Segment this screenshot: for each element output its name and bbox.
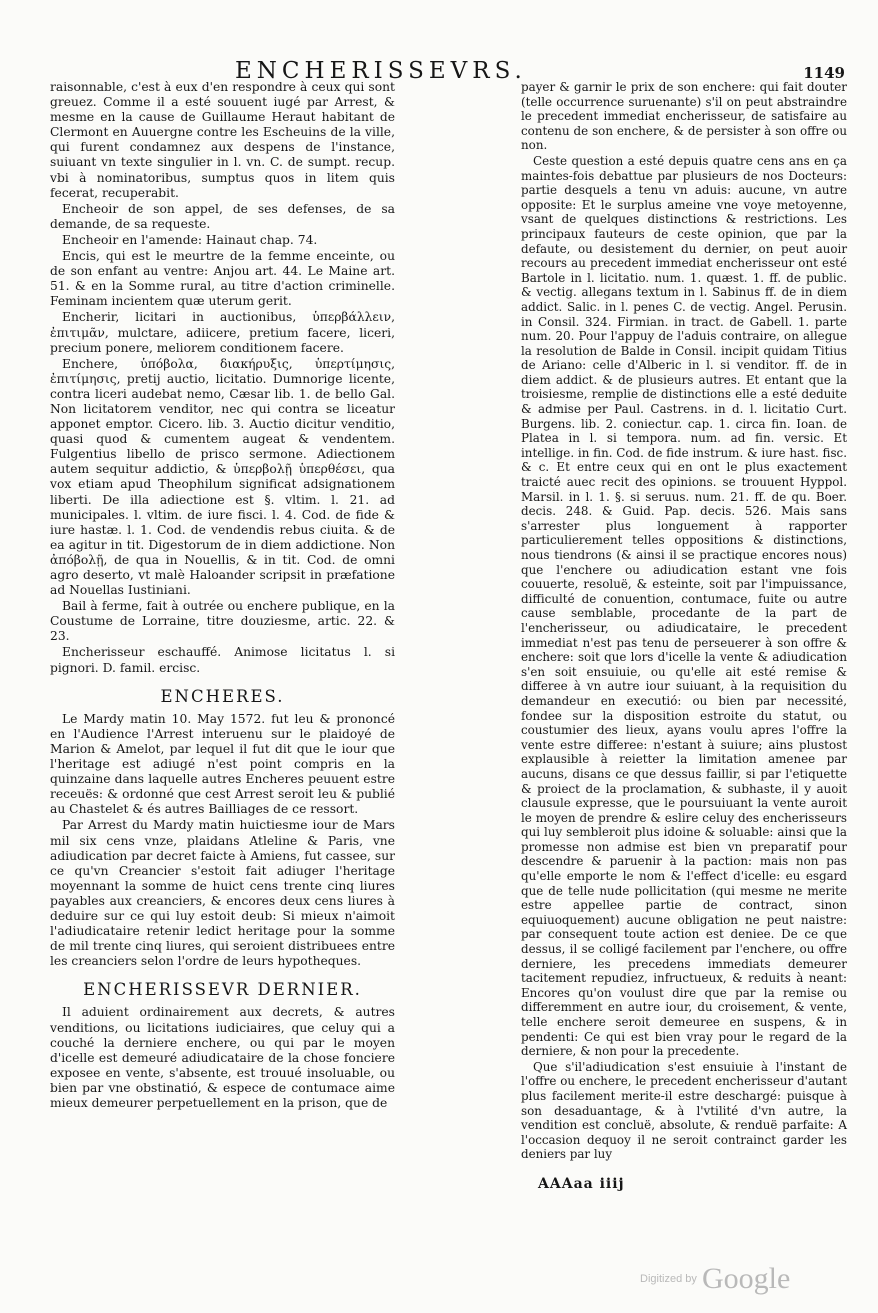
encheres-paragraph-2: Par Arrest du Mardy matin huictiesme iour de Mars mil six cens vnze, plaidans Atleline & Paris, vne adiudication par decret faicte à Amiens, fut cassee, sur ce qu'vn Creancier s'estoit fait adiuger l'heritage moyennant la somme de huict cens trente cinq liures payables aux creanciers, & encores deux cens liures à deduire sur ce qui luy estoit deub: Si mieux n'aimoit l'adiudicataire retenir ledict heritage pour la somme de mil trente cinq liures, qui seroient distribuees entre les creanciers selon l'ordre de leurs hypotheques. xyxy=(50,818,395,969)
paragraph: raisonnable, c'est à eux d'en respondre à ceux qui sont greuez. Comme il a esté souuent iugé par Arrest, & mesme en la cause de Guillaume Heraut habitant de Clermont en Auuergne contre les Escheuins de la ville, qui furent condamnez aux despens de l'instance, suiuant vn texte singulier in l. vn. C. de sumpt. recup. vbi à nominatoribus, sumptus quos in litem quis fecerat, recuperabit. xyxy=(50,80,395,200)
entry-encheoir-amende: Encheoir en l'amende: Hainaut chap. 74. xyxy=(62,232,318,247)
paragraph: payer & garnir le prix de son enchere: qui fait douter (telle occurrence suruenante) s'il on peut abstraindre le precedent immediat encherisseur, de satisfaire au contenu de son enchere, & de persister à son offre ou non. xyxy=(521,80,847,153)
entry-encherisseur-eschauffe: Encherisseur eschauffé. Animose licitatus l. si pignori. D. famil. ercisc. xyxy=(50,645,395,675)
entry-encherir: Encherir, licitari in auctionibus, ὑπερβάλλειν, ἐπιτιμᾶν, mulctare, adiicere, pretium facere, liceri, precium ponere, meliorem conditionem facere. xyxy=(50,310,395,355)
section-heading-encherisseur-dernier: ENCHERISSEVR DERNIER. xyxy=(83,980,362,1000)
watermark-prefix: Digitized by xyxy=(640,1273,697,1285)
entry-bail-a-ferme: Bail à ferme, fait à outrée ou enchere publique, en la Coustume de Lorraine, titre douziesme, artic. 22. & 23. xyxy=(50,599,395,644)
paragraph: Ceste question a esté depuis quatre cens ans en ça maintes-fois debattue par plusieurs de nos Docteurs: partie desquels a tenu vn aduis: aucune, vn autre opposite: Et le surplus ameine vne voye metoyenne, vsant de quelques distinctions & restrictions. Les principaux fauteurs de ceste opinion, que par la defaute, ou desistement du dernier, on peut auoir recours au precedent immediat encherisseur ont esté Bartole in l. licitatio. num. 1. quæst. 1. ff. de public. & vectig. allegans textum in l. Sabinus ff. de in diem addict. Salic. in l. penes C. de vectig. Angel. Perusin. in Consil. 324. Firmian. in tract. de Gabell. 1. parte num. 20. Pour l'appuy de l'aduis contraire, on allegue la resolution de Balde in Consil. incipit quidam Titius de Ariano: celle d'Alberic in l. si venditor. ff. de in diem addict. & de plusieurs autres. Et entant que la troisiesme, remplie de distinctions elle a esté deduite & admise per Paul. Castrens. in d. l. licitatio Curt. Burgens. lib. 2. coniectur. cap. 1. circa fin. Ioan. de Platea in l. si tempora. num. ad fin. versic. Et intellige. in fin. Cod. de fide instrum. & iure hast. fisc. & c. Et entre ceux qui en ont le plus exactement traicté auec recit des opinions. se trouuent Hyppol. Marsil. in l. 1. §. si seruus. num. 21. ff. de qu. Boer. decis. 248. & Guid. Pap. decis. 526. Mais sans s'arrester plus longuement à rapporter particulierement telles oppositions & distinctions, nous tiendrons (& ainsi il se practique encores nous) que l'enchere ou adiudication estant vne fois couuerte, resoluë, & esteinte, soit par l'impuissance, difficulté de conuention, contumace, fuite ou autre cause semblable, procedante de la part de l'encherisseur, ou adiudicataire, le precedent immediat n'est pas tenu de perseuerer à son offre & enchere: soit que lors d'icelle la vente & adiudication s'en soit ensuiuie, ou qu'elle ait esté remise & differee à vn autre iour suiuant, à la requisition du demandeur en executió: ou bien par necessité, fondee sur la disposition estroite du statut, ou coustumier des lieux, ayans voulu apres l'offre la vente estre differee: n'estant à suiure; ains plustost explausible à reietter la limitation amenee par aucuns, disans ce que dessus faillir, si par l'etiquette & proiect de la proclamation, & subhaste, il y auoit clausule expresse, que le poursuiuant la vente auroit le moyen de prendre & eslire celuy des encherisseurs qui luy sembleroit plus idoine & soluable: ainsi que la promesse non admise est bien vn preparatif pour descendre & paruenir à la paction: mais non pas qu'elle emporte le nom & l'effect d'icelle: eu esgard que de telle nude pollicitation (qui mesme ne merite estre appellee partie de contract, sinon equiuoquement) aucune obligation ne peut naistre: par consequent toute action est deniee. De ce que dessus, il se colligé facilement par l'enchere, ou offre derniere, les precedens immediats demeurer tacitement repudiez, infructueux, & reduits à neant: Encores qu'on voulust dire que par la remise ou differemment en autre iour, du croisement, & vente, telle enchere seroit demeuree en suspens, & in pendenti: Ce qui est bien vray pour le regard de la derniere, & non pour la precedente. xyxy=(521,153,847,1059)
entry-encheoir-appel: Encheoir de son appel, de ses defenses, de sa demande, de sa requeste. xyxy=(50,201,395,231)
encherisseur-dernier-paragraph: Il aduient ordinairement aux decrets, & autres venditions, ou licitations iudiciaires, que celuy qui a couché la derniere enchere, ou qui par le moyen d'icelle est demeuré adiudicataire de la chose fonciere exposee en vente, s'absente, est trouué insoluable, ou bien par vne obstinatió, & espece de contumace aime mieux demeurer perpetuellement en la prison, que de xyxy=(50,1005,395,1110)
entry-encis: Encis, qui est le meurtre de la femme enceinte, ou de son enfant au ventre: Anjou art. 44. Le Maine art. 51. & en la Somme rural, au titre d'action criminelle. Feminam incientem quæ uterum gerit. xyxy=(50,249,395,309)
section-heading-encheres: ENCHERES. xyxy=(160,686,285,706)
encheres-paragraph-1: Le Mardy matin 10. May 1572. fut leu & prononcé en l'Audience l'Arrest interuenu sur le plaidoyé de Marion & Amelot, par lequel il fut dit que le iour que l'heritage est adiugé n'est point compris en la quinzaine dans laquelle autres Encheres peuuent estre receuës: & ordonné que cest Arrest seroit leu & publié au Chastelet & és autres Bailliages de ce ressort. xyxy=(50,711,395,817)
paragraph: Que s'il'adiudication s'est ensuiuie à l'instant de l'offre ou enchere, le precedent encherisseur d'autant plus facilement merite-il estre deschargé: puisque à son desaduantage, & à l'vtilité d'vn autre, la vendition est concluë, absolute, & renduë parfaite: A l'occasion dequoy il ne seroit contrainct garder les deniers par luy xyxy=(521,1059,847,1162)
google-logo: Google xyxy=(701,1262,791,1295)
digitized-watermark xyxy=(640,1262,790,1296)
signature-mark: AAAaa iiij xyxy=(538,1176,625,1192)
left-column xyxy=(50,80,395,1111)
entry-enchere: Enchere, ὑπόβολα, διακήρυξις, ὑπερτίμησις, ἐπιτίμησις, pretij auctio, licitatio. Dumnorige licente, contra liceri audebat nemo, Cæsar lib. 1. de bello Gal. Non licitatorem venditor, nec qui contra se liceatur apponet emptor. Cicero. lib. 3. Auctio dicitur venditio, quasi quod & cumentem augeat & vendentem. Fulgentius libello de prisco sermone. Adiectionem autem sequitur addictio, & ὑπερβολῇ ὑπερθέσει, qua vox etiam apud Theophilum significat adsignationem liberti. De illa adiectione est §. vltim. l. 21. ad municipales. l. vltim. de iure fisci. l. 4. Cod. de fide & iure hastæ. l. 1. Cod. de vendendis rebus ciuita. & de ea agitur in tit. Digestorum de in diem addictione. Non ἀπόβολῇ, de qua in Nouellis, & in tit. Cod. de omni agro deserto, vt malè Haloander scripsit in præfatione ad Nouellas Iustiniani. xyxy=(50,356,395,598)
right-column xyxy=(521,80,847,1162)
running-title: ENCHERISSEVRS. xyxy=(235,58,527,84)
page-number: 1149 xyxy=(803,64,845,82)
